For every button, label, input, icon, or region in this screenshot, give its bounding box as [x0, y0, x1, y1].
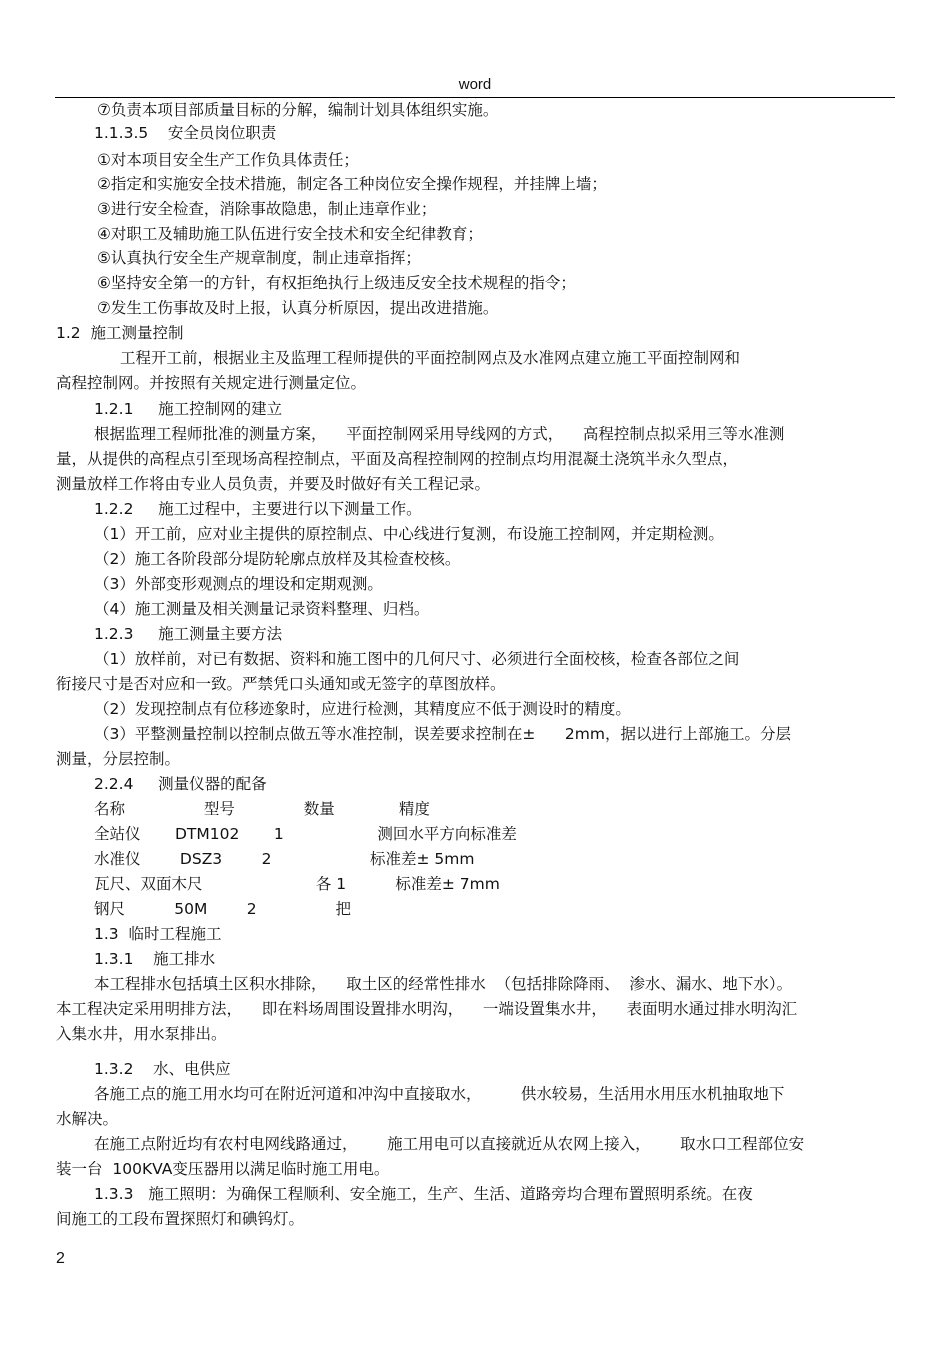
text-line: 1.3.3 施工照明：为确保工程顺利、安全施工，生产、生活、道路旁均合理布置照明系统。在夜: [94, 1185, 753, 1203]
text-line: （3）外部变形观测点的埋设和定期观测。: [94, 575, 383, 593]
text-line: 入集水井，用水泵排出。: [56, 1025, 227, 1043]
text-line: 本工程决定采用明排方法， 即在料场周围设置排水明沟， 一端设置集水井， 表面明水通过排水明沟汇: [56, 1000, 798, 1018]
text-line: 测量，分层控制。: [56, 750, 181, 768]
text-line: 间施工的工段布置探照灯和碘钨灯。: [56, 1210, 305, 1228]
text-line: ①对本项目安全生产工作负具体责任；: [97, 151, 359, 169]
section-heading: 1.3.2 水、电供应: [94, 1060, 231, 1078]
table-header-row: 名称 型号 数量 精度: [94, 800, 430, 818]
text-line: 水解决。: [56, 1110, 119, 1128]
text-line: （2）发现控制点有位移迹象时，应进行检测，其精度应不低于测设时的精度。: [94, 700, 631, 718]
text-line: （2）施工各阶段部分堤防轮廓点放样及其检查校核。: [94, 550, 461, 568]
text-line: （1）开工前，应对业主提供的原控制点、中心线进行复测，布设施工控制网，并定期检测。: [94, 525, 724, 543]
page-number: 2: [56, 1250, 65, 1267]
section-heading: 1.3.1 施工排水: [94, 950, 216, 968]
section-heading: 1.1.3.5 安全员岗位职责: [94, 124, 277, 142]
text-line: （1）放样前，对已有数据、资料和施工图中的几何尺寸、必须进行全面校核，检查各部位之间: [94, 650, 740, 668]
page-header-title: word: [458, 76, 492, 93]
text-line: （4）施工测量及相关测量记录资料整理、归档。: [94, 600, 430, 618]
text-line: 工程开工前，根据业主及监理工程师提供的平面控制网点及水准网点建立施工平面控制网和: [120, 349, 741, 367]
header-rule: [55, 97, 895, 98]
section-heading: 1.3 临时工程施工: [94, 925, 222, 943]
section-heading: 1.2.2 施工过程中，主要进行以下测量工作。: [94, 500, 422, 518]
text-line: 量，从提供的高程点引至现场高程控制点，平面及高程控制网的控制点均用混凝土浇筑半永久型点，: [56, 450, 739, 468]
table-row: 钢尺 50M 2 把: [94, 900, 351, 918]
section-heading: 1.2.1 施工控制网的建立: [94, 400, 283, 418]
text-line: 装一台 100KVA变压器用以满足临时施工用电。: [56, 1160, 390, 1178]
text-line: 在施工点附近均有农村电网线路通过， 施工用电可以直接就近从农网上接入， 取水口工程部位安: [94, 1135, 805, 1153]
text-line: ⑥坚持安全第一的方针，有权拒绝执行上级违反安全技术规程的指令；: [97, 274, 576, 292]
text-line: ④对职工及辅助施工队伍进行安全技术和安全纪律教育；: [97, 225, 483, 243]
table-row: 水准仪 DSZ3 2 标准差± 5mm: [94, 850, 475, 868]
text-line: ⑦负责本项目部质量目标的分解，编制计划具体组织实施。: [97, 101, 499, 119]
text-line: ⑦发生工伤事故及时上报，认真分析原因，提出改进措施。: [97, 299, 499, 317]
text-line: 测量放样工作将由专业人员负责，并要及时做好有关工程记录。: [56, 475, 491, 493]
table-row: 全站仪 DTM102 1 测回水平方向标准差: [94, 825, 517, 843]
text-line: （3）平整测量控制以控制点做五等水准控制，误差要求控制在± 2mm，据以进行上部施工。分层: [94, 725, 791, 743]
section-heading: 1.2.3 施工测量主要方法: [94, 625, 283, 643]
table-row: 瓦尺、双面木尺 各 1 标准差± 7mm: [94, 875, 500, 893]
text-line: 各施工点的施工用水均可在附近河道和冲沟中直接取水， 供水较易，生活用水用压水机抽取地下: [94, 1085, 785, 1103]
section-heading: 1.2 施工测量控制: [56, 324, 184, 342]
text-line: ②指定和实施安全技术措施，制定各工种岗位安全操作规程，并挂牌上墙；: [97, 175, 607, 193]
text-line: 根据监理工程师批准的测量方案， 平面控制网采用导线网的方式， 高程控制点拟采用三等水准测: [94, 425, 785, 443]
text-line: 高程控制网。并按照有关规定进行测量定位。: [56, 374, 367, 392]
text-line: 本工程排水包括填土区积水排除， 取土区的经常性排水 （包括排除降雨、 渗水、漏水、地下水）。: [94, 975, 793, 993]
text-line: ③进行安全检查，消除事故隐患，制止违章作业；: [97, 200, 437, 218]
section-heading: 2.2.4 测量仪器的配备: [94, 775, 267, 793]
text-line: 衔接尺寸是否对应和一致。严禁凭口头通知或无签字的草图放样。: [56, 675, 506, 693]
text-line: ⑤认真执行安全生产规章制度，制止违章指挥；: [97, 249, 421, 267]
